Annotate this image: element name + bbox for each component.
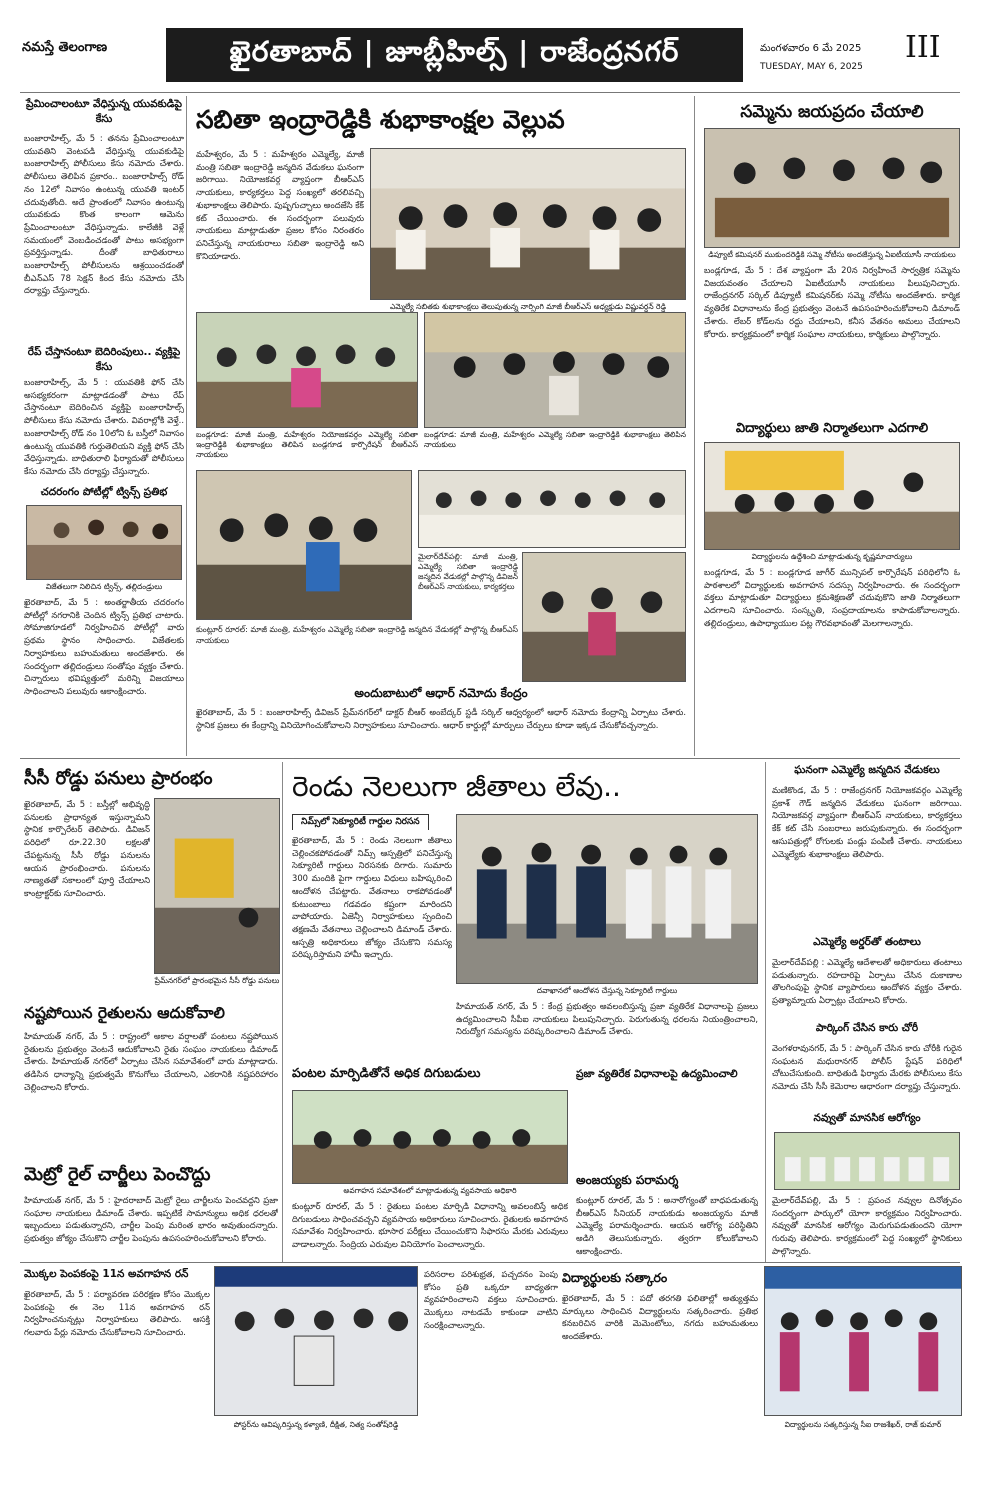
story-body: వెంగళరావునగర్, మే 5 : పార్కింగ్ చేసిన కారు చోరీకి గురైన సంఘటన మధురానగర్ పోలీస్ స్టేషన్ పరిధిలో చోటుచేసుకుంది. బాధితుడి ఫిర్యాదు మేరకు పోలీసులు కేసు నమోదు చేసి సీసీ కెమెరాల ఆధారంగా దర్యాప్తు చేస్తున్నారు. (772, 1043, 962, 1092)
story-headline: పంటల మార్పిడితోనే అధిక దిగుబడులు (292, 1065, 481, 1080)
photo-caption: కుంట్లూర్ రూరల్: మాజీ మంత్రి, మహేశ్వరం ఎమ్మెల్యే సబితా ఇంద్రారెడ్డి జన్మదిన వేడుకల్లో పాల్గొన్న బీఆర్‌ఎస్ నాయకులు (196, 625, 518, 645)
story-body: మైలార్‌దేవ్‌పల్లి, మే 5 : ప్రపంచ నవ్వుల దినోత్సవం సందర్భంగా పార్కులో యోగా కార్యక్రమం నిర్వహించారు. నవ్వుతో మానసిక ఆరోగ్యం మెరుగుపడుతుందని యోగా గురువు తెలిపారు. కార్యక్రమంలో పెద్ద సంఖ్యలో స్థానికులు పాల్గొన్నారు. (772, 1195, 962, 1256)
paper-name: నమస్తే తెలంగాణ (22, 40, 108, 55)
news-photo (214, 1266, 418, 1416)
news-photo (292, 1090, 568, 1184)
story-headline: విద్యార్థులు జాతి నిర్మాతలుగా ఎదగాలి (735, 421, 929, 436)
story-body: ఖైరతాబాద్, మే 5 : అంతర్జాతీయ చదరంగం పోటీల్లో నగరానికి చెందిన ట్విన్స్ ప్రతిభ చాటారు. సోమాజిగూడలో నిర్వహించిన పోటీల్లో వారు ప్రథమ స్థానం సాధించారు. విజేతలకు నిర్వాహకులు బహుమతులు అందజేశారు. ఈ సందర్భంగా తల్లిదండ్రులు సంతోషం వ్యక్తం చేశారు. చిన్నారులు భవిష్యత్తులో మరిన్ని విజయాలు సాధించాలని పలువురు ఆకాంక్షించారు. (24, 597, 184, 696)
news-photo (424, 312, 686, 428)
photo-caption: విద్యార్థులను ఉద్దేశించి మాట్లాడుతున్న కృష్ణమాచార్యులు (751, 552, 913, 561)
news-photo (26, 505, 182, 580)
column-divider (282, 762, 283, 1262)
story-headline: మొక్కల పెంపకంపై 11న అవగాహన రన్ (24, 1268, 189, 1280)
photo-caption: అవగాహన సమావేశంలో మాట్లాడుతున్న వ్యవసాయ అధికారి (343, 1186, 517, 1195)
story-body: మైలార్‌దేవ్‌పల్లి : ఎమ్మెల్యే ఆదేశాలతో అధికారులు తంటాలు పడుతున్నారు. రహదారిపై ఏర్పాటు చేసిన దుకాణాల తొలగింపుపై స్థానిక వ్యాపారులు ఆందోళన వ్యక్తం చేశారు. ప్రత్యామ్నాయ ఏర్పాట్లు చేయాలని కోరారు. (772, 957, 962, 1006)
photo-caption: బండ్లగూడ: మాజీ మంత్రి, మహేశ్వరం ఎమ్మెల్యే సబితా ఇంద్రారెడ్డికి శుభాకాంక్షలు తెలిపిన నాయకులు (424, 430, 686, 449)
story-headline: విద్యార్థులకు సత్కారం (562, 1270, 668, 1285)
photo-caption: పోస్టర్‌ను ఆవిష్కరిస్తున్న కళ్యాణి, దీక్షిత, నిత్య సంతోష్‌రెడ్డి (233, 1420, 399, 1429)
story-headline: మెట్రో రైల్ చార్జీలు పెంచొద్దు (24, 1164, 211, 1185)
story-headline: అంజయ్యకు పరామర్శ (576, 1173, 679, 1187)
story-headline: ఘనంగా ఎమ్మెల్యే జన్మదిన వేడుకలు (794, 764, 940, 776)
news-photo (154, 798, 280, 974)
news-photo (522, 552, 686, 682)
column-divider (694, 96, 695, 756)
story-sub-label (292, 814, 442, 830)
photo-caption: డిప్యూటీ కమిషనర్ ముకుందరెడ్డికి సమ్మె నోటీసు అందజేస్తున్న ఏఐటీయూసీ నాయకులు (708, 250, 956, 259)
date-english: TUESDAY, MAY 6, 2025 (760, 62, 863, 72)
story-headline: ఎమ్మెల్యే అర్డర్‌తో తంటాలు (813, 936, 921, 948)
news-photo (774, 1132, 960, 1190)
news-photo (456, 814, 758, 984)
photo-caption: ప్రేమ్‌నగర్‌లో ప్రారంభమైన సీసీ రోడ్డు పనులు (154, 976, 280, 985)
sub-label-box: నిమ్స్‌లో సెక్యూరిటీ గార్డుల నిరసన (292, 814, 429, 830)
section-divider (20, 758, 960, 759)
story-headline: నవ్వుతో మానసిక ఆరోగ్యం (813, 1112, 921, 1124)
photo-caption: బండ్లగూడ: మాజీ మంత్రి, మహేశ్వరం నియోజకవర్గం ఎమ్మెల్యే సబితా ఇంద్రారెడ్డికి శుభాకాంక్షలు తెలిపిన బండ్లగూడ కార్పొరేషన్ బీఆర్‌ఎస్ నాయకులు (196, 430, 418, 459)
story-headline: రేప్ చేస్తానంటూ బెదిరింపులు.. వ్యక్తిపై కేసు (27, 346, 181, 373)
photo-caption: మైలార్‌దేవ్‌పల్లి: మాజీ మంత్రి, ఎమ్మెల్యే సబితా ఇంద్రారెడ్డి జన్మదిన వేడుకల్లో పాల్గొన్న డివిజన్ బీఆర్‌ఎస్ నాయకులు, కార్యకర్తలు (418, 552, 518, 591)
story-body: పరిసరాల పరిశుభ్రత, పచ్చదనం పెంపు కోసం ప్రతి ఒక్కరూ బాధ్యతగా వ్యవహరించాలని వక్తలు సూచించారు. మొక్కలు నాటడమే కాకుండా వాటిని సంరక్షించాలన్నారు. (424, 1269, 558, 1330)
story-headline: సీసీ రోడ్డు పనులు ప్రారంభం (24, 768, 213, 789)
story-headline: అందుబాటులో ఆధార్ నమోదు కేంద్రం (354, 686, 528, 700)
story-body: కుంట్లూర్ రూరల్, మే 5 : అనారోగ్యంతో బాధపడుతున్న బీఆర్‌ఎస్ సీనియర్ నాయకుడు అంజయ్యను మాజీ ఎమ్మెల్యే పరామర్శించారు. ఆయన ఆరోగ్య పరిస్థితిని అడిగి తెలుసుకున్నారు. త్వరగా కోలుకోవాలని ఆకాంక్షించారు. (576, 1195, 758, 1256)
story-body: ఖైరతాబాద్, మే 5 : రెండు నెలలుగా జీతాలు చెల్లించకపోవడంతో నిమ్స్ ఆస్పత్రిలో పనిచేస్తున్న సెక్యూరిటీ గార్డులు నిరసనకు దిగారు. సుమారు 300 మందికి పైగా గార్డులు విధులు బహిష్కరించి ఆందోళన చేపట్టారు. వేతనాలు రాకపోవడంతో కుటుంబాలు గడవడం కష్టంగా మారిందని వాపోయారు. ఏజెన్సీ నిర్వాహకులు స్పందించి తక్షణమే వేతనాలు చెల్లించాలని డిమాండ్ చేశారు. ఆస్పత్రి అధికారులు జోక్యం చేసుకొని సమస్య పరిష్కరిస్తామని హామీ ఇచ్చారు. (292, 835, 452, 960)
section-divider (20, 1262, 960, 1263)
photo-caption: దవాఖానలో ఆందోళన చేస్తున్న సెక్యూరిటీ గార్డులు (536, 986, 678, 995)
story-headline: పార్కింగ్ చేసిన కారు చోరీ (815, 1022, 919, 1034)
column-divider (765, 762, 766, 1262)
story-body: బంజారాహిల్స్, మే 5 : యువతికి ఫోన్ చేసి అసభ్యకరంగా మాట్లాడడంతో పాటు రేప్ చేస్తానంటూ బెదిరించిన వ్యక్తిపై బంజారాహిల్స్ పోలీసులు కేసు నమోదు చేశారు. వివరాల్లోకి వెళ్తే.. బంజారాహిల్స్ రోడ్ నం 10లోని ఓ బస్తీలో నివాసం ఉంటున్న యువతికి గుర్తుతెలియని వ్యక్తి ఫోన్ చేసి వేధిస్తున్నాడు. బాధితురాలి ఫిర్యాదుతో పోలీసులు కేసు నమోదు చేసి దర్యాప్తు చేస్తున్నారు. (24, 377, 184, 476)
story-body: హిమాయత్ నగర్, మే 5 : రాష్ట్రంలో అకాల వర్షాలతో పంటలు నష్టపోయిన రైతులను ప్రభుత్వం వెంటనే ఆదుకోవాలని రైతు సంఘం నాయకులు డిమాండ్ చేశారు. హిమాయత్ నగర్‌లో ఏర్పాటు చేసిన సమావేశంలో వారు మాట్లాడారు. తడిసిన ధాన్యాన్ని ప్రభుత్వమే కొనుగోలు చేయాలని, ఎకరానికి నష్టపరిహారం చెల్లించాలని కోరారు. (24, 1031, 278, 1092)
column-divider (186, 96, 187, 756)
story-body: ఖైరతాబాద్, మే 5 : బస్తీల్లో అభివృద్ధి పనులకు ప్రాధాన్యత ఇస్తున్నామని స్థానిక కార్పొరేటర్ తెలిపారు. డివిజన్ పరిధిలో రూ.22.30 లక్షలతో చేపట్టనున్న సీసీ రోడ్డు పనులను ఆయన ప్రారంభించారు. పనులను నాణ్యతతో సకాలంలో పూర్తి చేయాలని కాంట్రాక్టర్‌కు సూచించారు. (24, 799, 150, 898)
story-body: మణికొండ, మే 5 : రాజేంద్రనగర్ నియోజకవర్గం ఎమ్మెల్యే ప్రకాశ్ గౌడ్ జన్మదిన వేడుకలు ఘనంగా జరిగాయి. నియోజకవర్గ వ్యాప్తంగా బీఆర్‌ఎస్ నాయకులు, కార్యకర్తలు కేక్ కట్ చేసి సంబరాలు జరుపుకున్నారు. ఈ సందర్భంగా ఆసుపత్రుల్లో రోగులకు పండ్లు పంపిణీ చేశారు. నాయకులు ఎమ్మెల్యేకు శుభాకాంక్షలు తెలిపారు. (772, 785, 962, 859)
story-body: హిమాయత్ నగర్, మే 5 : కేంద్ర ప్రభుత్వం అవలంబిస్తున్న ప్రజా వ్యతిరేక విధానాలపై ప్రజలు ఉద్యమించాలని సీపీఐ నాయకులు పిలుపునిచ్చారు. పెరుగుతున్న ధరలను నియంత్రించాలని, నిరుద్యోగ సమస్యను పరిష్కరించాలని డిమాండ్ చేశారు. (456, 1001, 758, 1037)
main-headline: రెండు నెలలుగా జీతాలు లేవు.. (292, 770, 621, 803)
story-body: హిమాయత్ నగర్, మే 5 : హైదరాబాద్ మెట్రో రైలు చార్జీలను పెంచవద్దని ప్రజా సంఘాల నాయకులు డిమాండ్ చేశారు. ఇప్పటికే సామాన్యులు అధిక ధరలతో ఇబ్బందులు పడుతున్నారని, చార్జీల పెంపు మరింత భారం అవుతుందన్నారు. ప్రభుత్వం జోక్యం చేసుకొని చార్జీల పెంపును ఉపసంహరించుకోవాలని కోరారు. (24, 1195, 278, 1244)
page-number: III (905, 30, 941, 65)
page-title: ఖైరతాబాద్ | జూబ్లీహిల్స్ | రాజేంద్రనగర్ (166, 28, 743, 82)
story-body: ఖైరతాబాద్, మే 5 : పర్యావరణ పరిరక్షణ కోసం మొక్కల పెంపకంపై ఈ నెల 11న అవగాహన రన్ నిర్వహించనున్నట్లు నిర్వాహకులు తెలిపారు. ఆసక్తి గలవారు పేర్లు నమోదు చేసుకోవాలని సూచించారు. (24, 1289, 210, 1338)
news-photo (704, 128, 960, 248)
masthead (0, 0, 981, 95)
story-body: ఖైరతాబాద్, మే 5 : పదో తరగతి ఫలితాల్లో అత్యుత్తమ మార్కులు సాధించిన విద్యార్థులను సత్కరించారు. ప్రతిభ కనబరిచిన వారికి మెమెంటోలు, నగదు బహుమతులు అందజేశారు. (562, 1293, 758, 1342)
story-headline: ప్రేమించాలంటూ వేధిస్తున్న యువకుడిపై కేసు (25, 98, 182, 125)
story-headline: ప్రజా వ్యతిరేక విధానాలపై ఉద్యమించాలి (576, 1068, 738, 1080)
story-headline: నష్టపోయిన రైతులను ఆదుకోవాలి (24, 1004, 225, 1022)
news-photo (704, 442, 960, 550)
news-photo (418, 470, 686, 548)
story-body: బండ్లగూడ, మే 5 : దేశ వ్యాప్తంగా మే 20న నిర్వహించే సార్వత్రిక సమ్మెను విజయవంతం చేయాలని ఏఐటీయూసీ నాయకులు పిలుపునిచ్చారు. రాజేంద్రనగర్ సర్కిల్ డిప్యూటీ కమిషనర్‌కు సమ్మె నోటీసు అందజేశారు. కార్మిక వ్యతిరేక విధానాలను కేంద్ర ప్రభుత్వం వెంటనే ఉపసంహరించుకోవాలని డిమాండ్ చేశారు. లేబర్ కోడ్‌లను రద్దు చేయాలని, కనీస వేతనం అమలు చేయాలని కోరారు. కార్యక్రమంలో కార్మిక సంఘాల నాయకులు, కార్మికులు పాల్గొన్నారు. (704, 265, 960, 339)
news-photo (196, 312, 418, 428)
story-headline: సమ్మెను జయప్రదం చేయాలి (740, 102, 924, 122)
news-photo (370, 148, 686, 300)
story-body: మహేశ్వరం, మే 5 : మహేశ్వరం ఎమ్మెల్యే, మాజీ మంత్రి సబితా ఇంద్రారెడ్డి జన్మదిన వేడుకలు ఘనంగా జరిగాయి. నియోజకవర్గ వ్యాప్తంగా బీఆర్‌ఎస్ నాయకులు, కార్యకర్తలు పెద్ద సంఖ్యలో తరలివచ్చి శుభాకాంక్షలు తెలిపారు. పుష్పగుచ్ఛాలు అందజేసి కేక్ కట్ చేయించారు. ఈ సందర్భంగా పలువురు నాయకులు మాట్లాడుతూ ప్రజల కోసం నిరంతరం పనిచేస్తున్న నాయకురాలు సబితా ఇంద్రారెడ్డి అని కొనియాడారు. (196, 149, 364, 261)
story-body: బండ్లగూడ, మే 5 : బండ్లగూడ జాగీర్ మున్సిపల్ కార్పొరేషన్ పరిధిలోని ఓ పాఠశాలలో విద్యార్థులకు అవగాహన సదస్సు నిర్వహించారు. ఈ సందర్భంగా వక్తలు మాట్లాడుతూ విద్యార్థులు క్రమశిక్షణతో చదువుకొని జాతి నిర్మాతలుగా ఎదగాలని సూచించారు. సంస్కృతి, సంప్రదాయాలను కాపాడుకోవాలన్నారు. తల్లిదండ్రులు, ఉపాధ్యాయుల పట్ల గౌరవభావంతో మెలగాలన్నారు. (704, 567, 960, 628)
story-headline: చదరంగం పోటీల్లో ట్విన్స్ ప్రతిభ (40, 486, 168, 498)
story-body: బంజారాహిల్స్, మే 5 : తనను ప్రేమించాలంటూ యువతిని వెంటపడి వేధిస్తున్న యువకుడిపై బంజారాహిల్స్ పోలీసులు కేసు నమోదు చేశారు. పోలీసులు తెలిపిన ప్రకారం.. బంజారాహిల్స్ రోడ్ నం 12లో నివాసం ఉంటున్న యువతి ఇంటర్ చదువుతోంది. అదే ప్రాంతంలో నివాసం ఉంటున్న యువకుడు కొంత కాలంగా ఆమెను ప్రేమించాలంటూ వేధిస్తున్నాడు. కాలేజీకి వెళ్లే సమయంలో వెంబడించడంతో పాటు అసభ్యంగా ప్రవర్తిస్తున్నాడు. దీంతో బాధితురాలు బంజారాహిల్స్ పోలీసులను ఆశ్రయించడంతో బీఎన్‌ఎస్ 78 సెక్షన్ కింద కేసు నమోదు చేసి దర్యాప్తు చేస్తున్నారు. (24, 133, 184, 296)
news-photo (196, 470, 412, 620)
photo-caption: విజేతలుగా నిలిచిన ట్విన్స్, తల్లిదండ్రులు (45, 582, 163, 591)
main-headline: సబితా ఇంద్రారెడ్డికి శుభాకాంక్షల వెల్లువ (196, 105, 565, 134)
photo-caption: విద్యార్థులను సత్కరిస్తున్న సీఐ రాజశేఖర్, రాజ్ కుమార్ (784, 1420, 942, 1429)
masthead-divider (20, 92, 960, 93)
date-telugu: మంగళవారం 6 మే 2025 (760, 43, 862, 54)
news-photo (764, 1266, 962, 1416)
photo-caption: ఎమ్మెల్యే సబితకు శుభాకాంక్షలు తెలుపుతున్న నార్సింగి మాజీ బీఆర్‌ఎస్ అధ్యక్షుడు విష్ణువర్ధన్ రెడ్డి (389, 302, 667, 311)
story-body: ఖైరతాబాద్, మే 5 : బంజారాహిల్స్ డివిజన్ ప్రేమ్‌నగర్‌లో డాక్టర్ బీఆర్ అంబేద్కర్ స్టడీ సర్కిల్ ఆధ్వర్యంలో ఆధార్ నమోదు కేంద్రాన్ని ఏర్పాటు చేశారు. స్థానిక ప్రజలు ఈ కేంద్రాన్ని వినియోగించుకోవాలని నిర్వాహకులు సూచించారు. ఆధార్ కార్డుల్లో మార్పులు చేర్పులు కూడా ఇక్కడ చేసుకోవచ్చన్నారు. (196, 707, 686, 730)
story-body: కుంట్లూర్ రూరల్, మే 5 : రైతులు పంటల మార్పిడి విధానాన్ని అవలంబిస్తే అధిక దిగుబడులు సాధించవచ్చని వ్యవసాయ అధికారులు సూచించారు. రైతులకు అవగాహన సమావేశం నిర్వహించారు. భూసార పరీక్షలు చేయించుకొని సిఫారసు మేరకు ఎరువులు వాడాలన్నారు. సేంద్రియ ఎరువుల వినియోగం పెంచాలన్నారు. (292, 1201, 568, 1250)
